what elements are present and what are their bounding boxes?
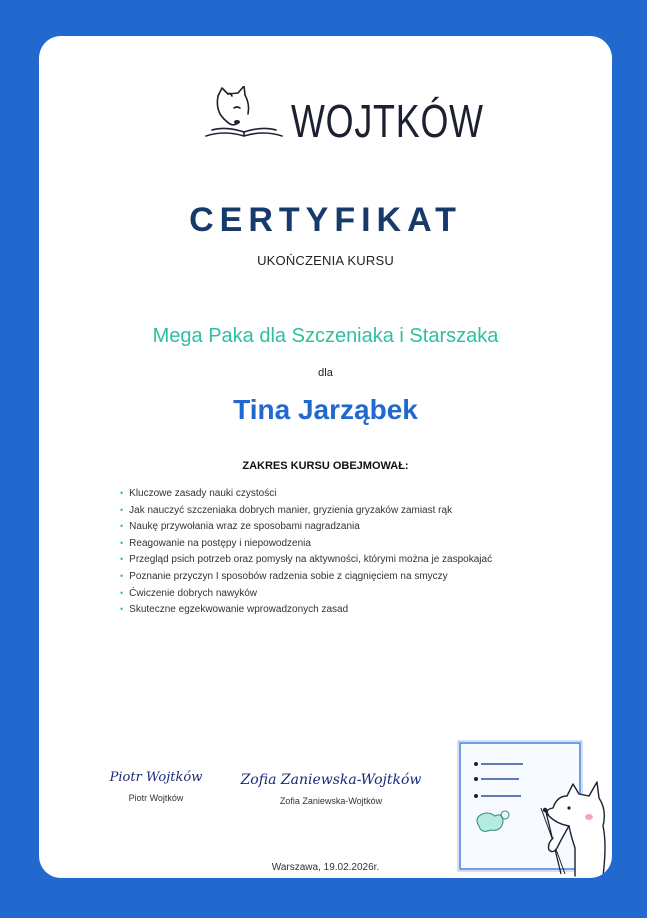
list-item: • Skuteczne egzekwowanie wprowadzonych zasad <box>120 604 349 616</box>
signature-name: Zofia Zaniewska-Wojtków <box>279 796 383 806</box>
signature-script: Piotr Wojtków <box>109 770 203 785</box>
brand-logo <box>39 84 612 154</box>
list-item-text: Poznanie przyczyn I sposobów radzenia sobie z ciągnięciem na smyczy <box>129 570 448 582</box>
certificate-title: CERTYFIKAT <box>189 201 462 239</box>
list-item: • Reagowanie na postępy i niepowodzenia <box>120 537 311 549</box>
for-label: dla <box>318 367 333 379</box>
signature-piotr <box>101 770 211 803</box>
course-name: Mega Paka dla Szczeniaka i Starszaka <box>152 325 499 347</box>
signature-script: Zofia Zaniewska-Wojtków <box>240 772 422 788</box>
recipient-name: Tina Jarząbek <box>233 394 418 425</box>
dog-teacher-illustration <box>457 740 607 878</box>
list-item: • Kluczowe zasady nauki czystości <box>120 488 277 499</box>
list-item-text: Skuteczne egzekwowanie wprowadzonych zasad <box>129 604 349 616</box>
signature-zofia <box>231 772 431 806</box>
list-item-text: Przegląd psich potrzeb oraz pomysły na aktywności, którymi można je zaspokajać <box>129 554 493 566</box>
list-item-text: Kluczowe zasady nauki czystości <box>129 488 277 499</box>
list-item: • Ćwiczenie dobrych nawyków <box>120 587 257 599</box>
fox-with-book-icon <box>204 86 284 144</box>
list-item-text: Jak nauczyć szczeniaka dobrych manier, gryzienia gryzaków zamiast rąk <box>129 504 453 516</box>
list-item: • Naukę przywołania wraz ze sposobami nagradzania <box>120 521 360 533</box>
certificate-subtitle: UKOŃCZENIA KURSU <box>257 253 394 268</box>
list-item-text: Reagowanie na postępy i niepowodzenia <box>129 537 311 549</box>
place-date: Warszawa, 19.02.2026r. <box>271 862 380 873</box>
scope-list <box>120 485 492 618</box>
list-item: • Poznanie przyczyn I sposobów radzenia sobie z ciągnięciem na smyczy <box>120 570 448 582</box>
certificate-card <box>39 36 612 878</box>
list-item-text: Ćwiczenie dobrych nawyków <box>129 587 257 599</box>
signature-name: Piotr Wojtków <box>128 793 184 803</box>
scope-heading: ZAKRES KURSU OBEJMOWAŁ: <box>242 460 409 472</box>
list-item: • Przegląd psich potrzeb oraz pomysły na aktywności, którymi można je zaspokajać <box>120 554 493 566</box>
brand-name: WOJTKÓW <box>291 95 484 147</box>
list-item: • Jak nauczyć szczeniaka dobrych manier, gryzienia gryzaków zamiast rąk <box>120 504 453 516</box>
list-item-text: Naukę przywołania wraz ze sposobami nagradzania <box>129 521 360 533</box>
